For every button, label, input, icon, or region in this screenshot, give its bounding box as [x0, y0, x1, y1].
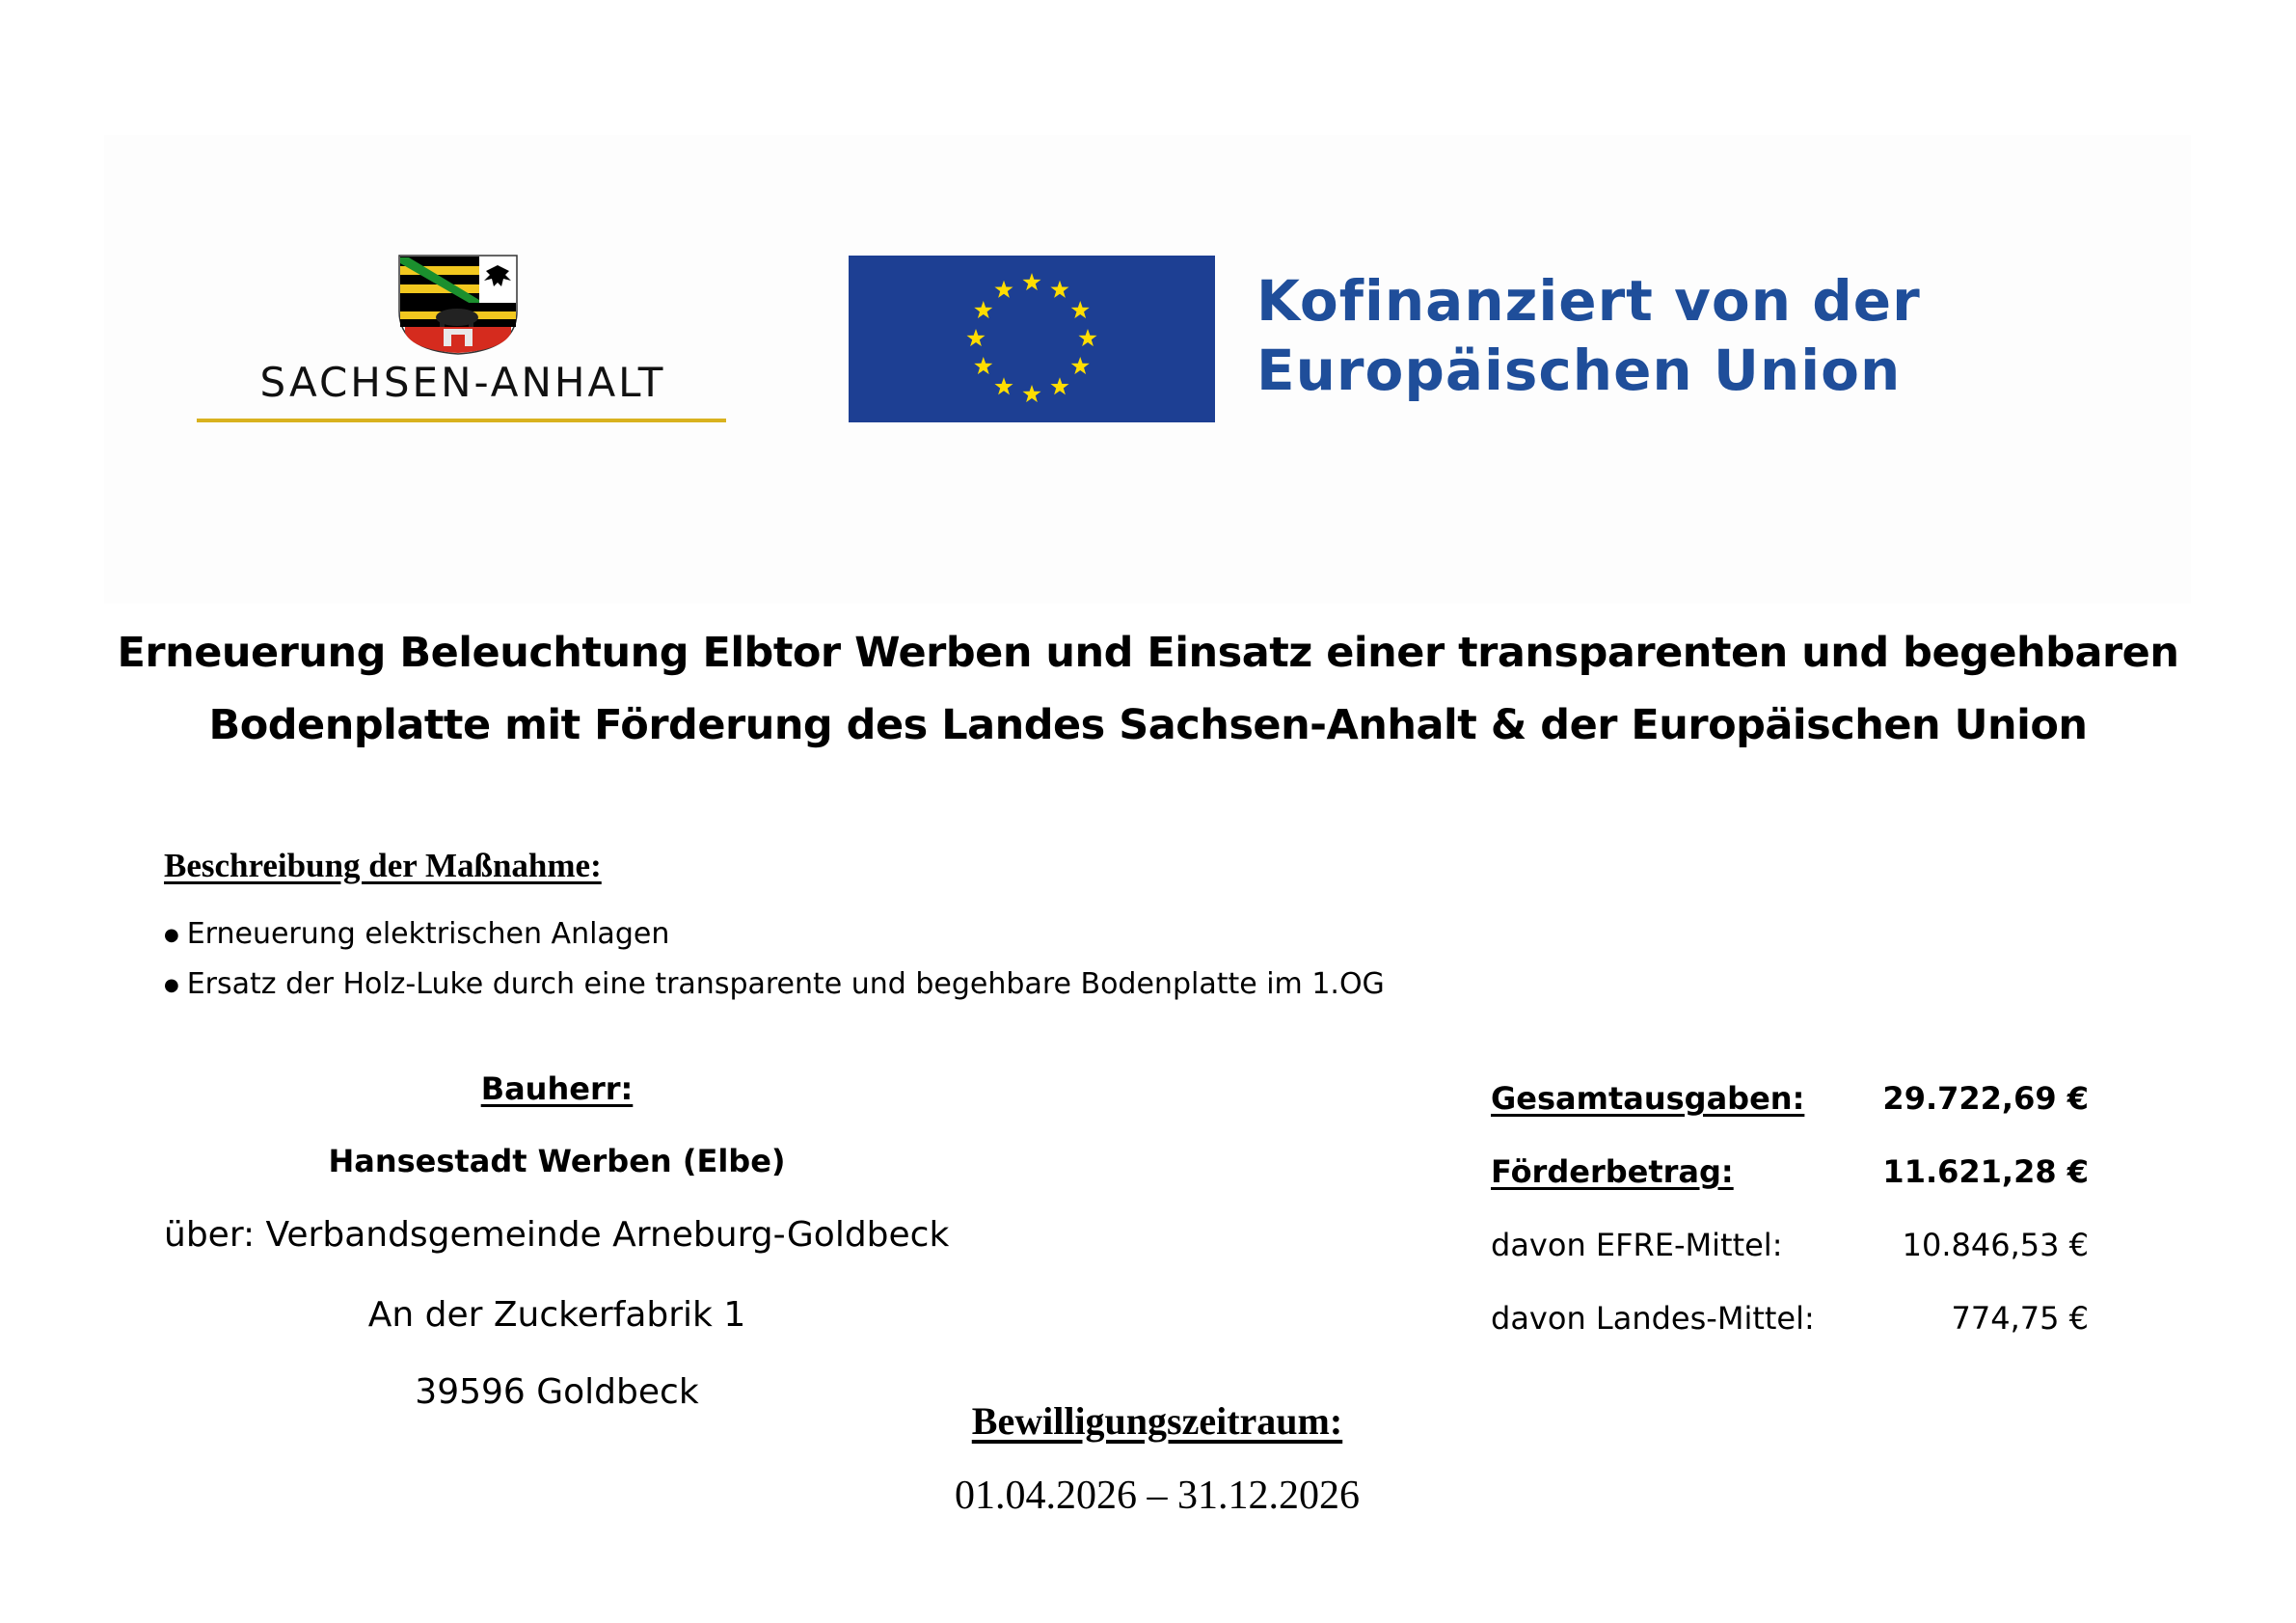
- sachsen-anhalt-underline: [197, 419, 726, 422]
- bauherr-label: Bauherr:: [480, 1070, 634, 1107]
- state-funds-value: 774,75 €: [1951, 1300, 2089, 1337]
- approval-period-label: Bewilligungszeitraum:: [971, 1399, 1343, 1443]
- grant-amount-value: 11.621,28 €: [1882, 1153, 2089, 1190]
- eu-text-line-1: Kofinanziert von der: [1256, 268, 1921, 334]
- bauherr-street: An der Zuckerfabrik 1: [367, 1295, 746, 1335]
- total-expenses-value: 29.722,69 €: [1882, 1080, 2089, 1117]
- bauherr-name: Hansestadt Werben (Elbe): [328, 1143, 786, 1179]
- sachsen-anhalt-logo-text: SACHSEN-ANHALT: [259, 359, 666, 406]
- total-expenses-label: Gesamtausgaben:: [1491, 1080, 1805, 1117]
- funding-row-total: [1491, 1080, 2108, 1153]
- bullet-icon: ●: [164, 974, 179, 995]
- grant-amount-label: Förderbetrag:: [1491, 1153, 1734, 1190]
- state-funds-label: davon Landes-Mittel:: [1491, 1300, 1815, 1337]
- project-title: [116, 617, 2180, 762]
- description-list: [164, 914, 1385, 1014]
- list-item: [164, 964, 1385, 1014]
- funding-row-land: [1491, 1300, 2108, 1373]
- eu-cofinanced-text: [1256, 266, 2124, 405]
- funding-summary: [1491, 1080, 2108, 1373]
- bullet-icon: ●: [164, 924, 179, 945]
- efre-funds-value: 10.846,53 €: [1902, 1227, 2089, 1263]
- funding-row-grant: [1491, 1153, 2108, 1227]
- list-item-text: Ersatz der Holz-Luke durch eine transparente und begehbare Bodenplatte im 1.OG: [186, 967, 1385, 1001]
- bauherr-via: über: Verbandsgemeinde Arneburg-Goldbeck: [164, 1215, 950, 1255]
- approval-period-value: 01.04.2026 – 31.12.2026: [955, 1474, 1360, 1518]
- sachsen-anhalt-coat-of-arms: [397, 254, 519, 355]
- eu-flag: [849, 256, 1215, 422]
- description-heading: Beschreibung der Maßnahme:: [164, 847, 602, 884]
- project-title-line-1: Erneuerung Beleuchtung Elbtor Werben und Einsatz einer transparenten und begehbaren: [117, 629, 2179, 677]
- eu-text-line-2: Europäischen Union: [1256, 338, 1902, 403]
- funding-row-efre: [1491, 1227, 2108, 1300]
- project-title-line-2: Bodenplatte mit Förderung des Landes Sachsen-Anhalt & der Europäischen Union: [208, 701, 2088, 749]
- list-item-text: Erneuerung elektrischen Anlagen: [186, 917, 670, 951]
- efre-funds-label: davon EFRE-Mittel:: [1491, 1227, 1783, 1263]
- bauherr-city: 39596 Goldbeck: [415, 1372, 699, 1412]
- list-item: [164, 914, 1385, 964]
